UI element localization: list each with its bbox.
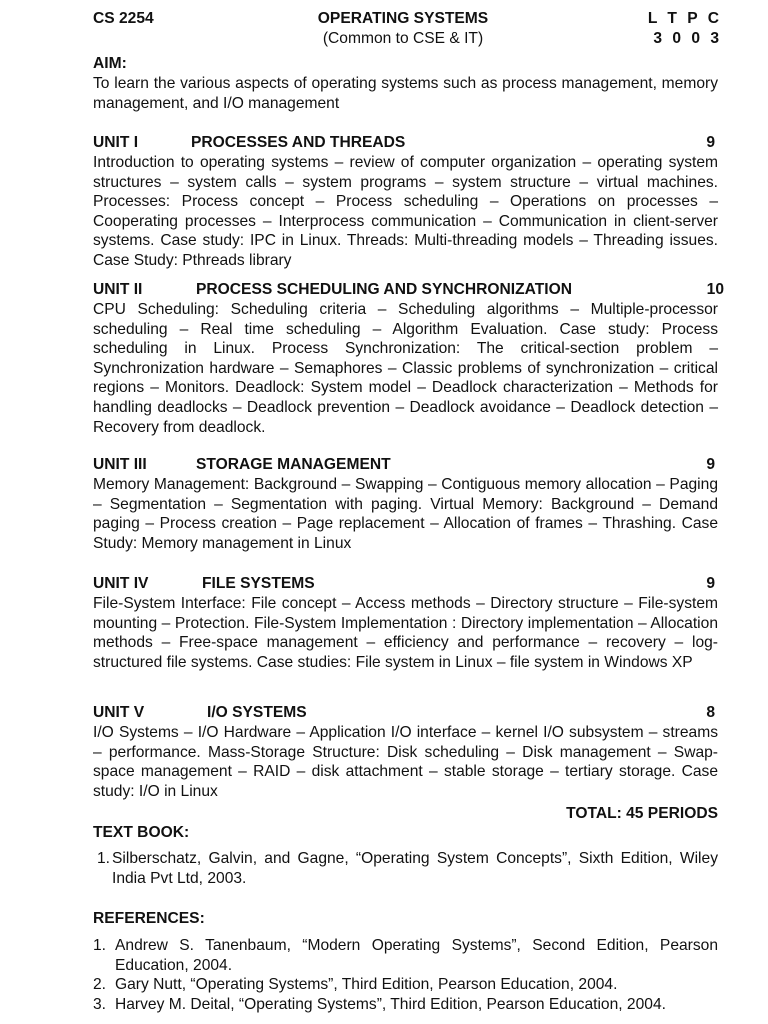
unit-1-title: PROCESSES AND THREADS (191, 134, 406, 151)
references-label: REFERENCES: (93, 910, 205, 927)
aim-text: To learn the various aspects of operating systems such as process management, memory management, and I/O management (93, 75, 718, 112)
unit-3-number: UNIT III (93, 456, 147, 473)
textbook-label: TEXT BOOK: (93, 824, 190, 841)
unit-3-hours: 9 (706, 456, 715, 473)
textbook-citation: Silberschatz, Galvin, and Gagne, “Operating System Concepts”, Sixth Edition, Wiley India Pvt Ltd, 2003. (112, 850, 718, 887)
unit-5-number: UNIT V (93, 704, 145, 721)
list-number: 3. (93, 995, 107, 1013)
unit-1-number: UNIT I (93, 134, 139, 151)
list-item (93, 849, 718, 888)
reference-citation: Harvey M. Deital, “Operating Systems”, Third Edition, Pearson Education, 2004. (115, 995, 666, 1013)
unit-1-text: Introduction to operating systems – review of computer organization – operating system structures – system calls – system programs – system structure – virtual machines. Processes: Process concept – Process scheduling – Operations on processes – Cooperating processes – Interprocess communication – Communication in client-server systems. Case study: IPC in Linux. Threads: Multi-threading models – Threading issues. Case Study: Pthreads library (93, 154, 718, 269)
textbook-list (93, 849, 718, 888)
total-periods: TOTAL: 45 PERIODS (566, 805, 718, 822)
unit-2-hours: 10 (706, 281, 724, 298)
unit-4-hours: 9 (706, 575, 715, 592)
aim-label: AIM: (93, 55, 127, 72)
unit-5-title: I/O SYSTEMS (207, 704, 307, 721)
unit-5-hours: 8 (706, 704, 715, 721)
ltpc-label: L T P C (647, 10, 722, 27)
reference-citation: Andrew S. Tanenbaum, “Modern Operating Systems”, Second Edition, Pearson Education, 2004. (115, 937, 718, 974)
unit-1-hours: 9 (706, 134, 715, 151)
unit-4-title: FILE SYSTEMS (202, 575, 315, 592)
list-number: 1. (97, 850, 111, 867)
unit-2-number: UNIT II (93, 281, 143, 298)
course-subtitle: (Common to CSE & IT) (322, 30, 484, 47)
list-item (93, 975, 718, 995)
unit-3-text: Memory Management: Background – Swapping – Contiguous memory allocation – Paging – Segmentation – Segmentation with paging. Virtual Memory: Background – Demand paging – Process creation – Page replacement – Allocation of frames – Thrashing. Case Study: Memory management in Linux (93, 476, 718, 552)
ltpc-values: 3 0 0 3 (653, 30, 722, 47)
unit-5-text: I/O Systems – I/O Hardware – Application I/O interface – kernel I/O subsystem – streams – performance. Mass-Storage Structure: Disk scheduling – Disk management – Swap-space management – RAID – disk attachment – stable storage – tertiary storage. Case study: I/O in Linux (93, 724, 718, 800)
unit-3-title: STORAGE MANAGEMENT (196, 456, 391, 473)
course-code: CS 2254 (93, 10, 154, 27)
list-item (93, 936, 718, 975)
unit-2-title: PROCESS SCHEDULING AND SYNCHRONIZATION (196, 281, 573, 298)
unit-4-number: UNIT IV (93, 575, 149, 592)
reference-citation: Gary Nutt, “Operating Systems”, Third Edition, Pearson Education, 2004. (115, 976, 618, 994)
unit-2-text: CPU Scheduling: Scheduling criteria – Scheduling algorithms – Multiple-processor scheduling – Real time scheduling – Algorithm Evaluation. Case study: Process scheduling in Linux. Process Synchronization: The critical-section problem – Synchronization hardware – Semaphores – Classic problems of synchronization – critical regions – Monitors. Deadlock: System model – Deadlock characterization – Methods for handling deadlocks – Deadlock prevention – Deadlock avoidance – Deadlock detection – Recovery from deadlock. (93, 301, 718, 436)
references-list (93, 936, 718, 1014)
unit-4-text: File-System Interface: File concept – Access methods – Directory structure – File-system mounting – Protection. File-System Implementation : Directory implementation – Allocation methods – Free-space management – efficiency and performance – recovery – log-structured file systems. Case studies: File system in Linux – file system in Windows XP (93, 595, 718, 671)
course-title: OPERATING SYSTEMS (317, 10, 489, 27)
list-number: 1. (93, 937, 107, 954)
list-item (93, 995, 718, 1015)
list-number: 2. (93, 976, 107, 994)
